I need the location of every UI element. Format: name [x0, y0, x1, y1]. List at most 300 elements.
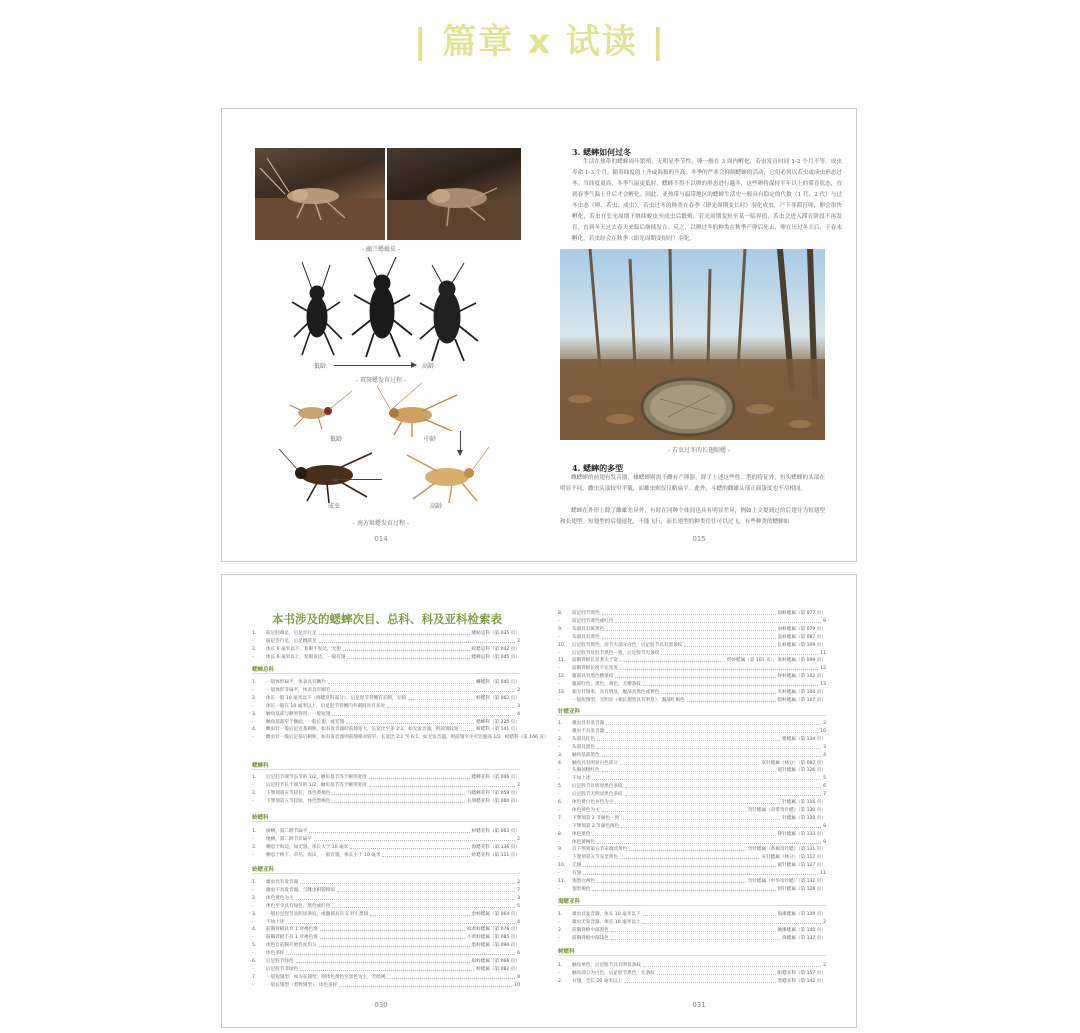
key-step-number: 11. [558, 658, 566, 664]
key-step-number: 3. [252, 711, 257, 717]
key-section-heading: 蛉蟋亚科 [252, 867, 275, 873]
key-table-row [558, 791, 826, 798]
key-step-number: 4. [252, 927, 257, 933]
key-step-result: 类蟋亚科（第 142 页） [777, 978, 826, 984]
key-step-number: - [558, 744, 560, 750]
key-step-number: - [558, 839, 560, 845]
key-leader-dots [387, 974, 515, 979]
key-leader-dots [625, 783, 822, 788]
key-leader-dots [370, 911, 469, 916]
key-leader-dots [343, 646, 470, 651]
key-step-number: 7. [252, 974, 257, 980]
key-table-row [558, 886, 826, 893]
key-leader-dots [602, 767, 776, 772]
key-leader-dots [606, 728, 818, 733]
key-table-row [252, 711, 520, 718]
key-table-row [252, 974, 520, 981]
key-leader-dots [332, 798, 465, 803]
key-table-row [558, 815, 826, 822]
key-leader-dots [320, 926, 465, 931]
key-step-result: 蝼蛄总科（第 035 页） [471, 631, 520, 636]
key-step-result: 针蟋属（第 116 页） [782, 800, 826, 805]
key-step-text: 头部具有黄色 [572, 634, 600, 640]
key-table-row [252, 950, 520, 957]
page-014 [222, 109, 540, 561]
forest-scene-illustration-icon [560, 249, 825, 440]
key-step-result: 6 [517, 951, 520, 957]
key-step-number: 2. [252, 895, 257, 901]
label-high-instar-1: 高龄 [422, 363, 435, 370]
key-leader-dots [408, 695, 474, 700]
key-step-result: 2 [517, 880, 520, 885]
key-step-text: 前胸背板长度不达宽度 [572, 666, 618, 672]
key-step-text: 下颚须第 2 节颜色两色 [572, 823, 620, 829]
key-step-text: 仅下颚须第五节末端淡黄色 [572, 847, 628, 853]
key-table-row [558, 752, 826, 759]
key-step-result: 8 [823, 823, 826, 829]
key-table-title: 本书涉及的蟋蟀次目、总科、科及亚科检索表 [272, 612, 502, 626]
key-step-number: - [558, 807, 560, 813]
key-leader-dots [369, 782, 515, 787]
key-step-number: 2. [558, 927, 563, 933]
key-table-row [558, 673, 826, 680]
key-step-text: 后足胫节端节长节的 1/2，触角基节等于额突宽度 [266, 775, 367, 780]
key-step-number: 7. [558, 815, 563, 821]
key-step-number: - [252, 687, 254, 693]
key-step-result: 11 [820, 650, 826, 656]
key-step-text: 一般后足胫节具明显条纹，或腹部具有 1 对小黑斑 [266, 911, 369, 917]
key-table-row [558, 697, 826, 704]
key-step-result: 海滩蟋属（第 139 页） [777, 912, 826, 917]
key-leader-dots [461, 726, 475, 731]
key-leader-dots [615, 618, 821, 623]
key-table-row [558, 618, 826, 625]
key-leader-dots [319, 638, 516, 643]
key-table-row [252, 903, 520, 910]
key-step-result: 锯针蟋属（第 126 页） [777, 768, 826, 774]
key-step-text: 前胸背板长显著大于宽 [572, 658, 618, 664]
key-step-text: 前足胫节黄色或红色 [572, 618, 614, 624]
key-section-divider [558, 715, 826, 716]
key-step-result: 2 [823, 721, 826, 726]
key-table-row [558, 935, 826, 942]
key-table-row [252, 790, 520, 797]
label-low-instar-2: 低龄 [330, 436, 343, 443]
key-table-row [558, 807, 826, 814]
key-table-row [252, 638, 520, 645]
key-step-text: 后足股节及胫节黑色一致，后足股节无条纹 [572, 650, 660, 656]
key-table-row [558, 870, 826, 877]
key-step-text: 后足股节黑色，前节大部分白色，后足股节具有黑条纹 [572, 642, 683, 648]
key-leader-dots [320, 934, 465, 939]
key-section-heading: 蟋蟀总科 [252, 667, 275, 673]
key-step-number: - [252, 703, 254, 709]
key-leader-dots [319, 630, 470, 635]
key-leader-dots [602, 610, 776, 615]
page-015 [540, 109, 857, 561]
caption-molting: - 幽兰蟋蜕皮 - [361, 246, 401, 253]
key-step-number: 1. [558, 721, 563, 726]
key-step-number: - [558, 886, 560, 892]
key-table-row [252, 774, 520, 781]
key-leader-dots [611, 935, 780, 940]
key-table-row [558, 720, 826, 727]
key-step-text: 下颚须第五节完全黄色 [572, 855, 618, 861]
key-table-row [252, 798, 520, 805]
key-step-number: 2. [558, 736, 563, 742]
key-table-row [558, 831, 826, 838]
key-step-text: 头部具黑色 [572, 744, 595, 750]
key-step-text: 体色多样 [266, 951, 285, 957]
page-031 [540, 575, 857, 1027]
key-step-result: 3 [517, 703, 520, 709]
section-heading-polymorphism: 4. 蟋蟀的多型 [572, 463, 624, 473]
key-step-number: 10. [558, 863, 566, 869]
key-leader-dots [602, 752, 821, 757]
black-cricket-development-figure [282, 257, 482, 367]
key-step-text: 触角基部与额突背凹，一般短翅 [266, 711, 331, 717]
key-step-number: - [252, 782, 254, 788]
key-step-number: - [558, 650, 560, 656]
key-step-result: 长须蟋亚科（第 060 页） [466, 798, 520, 804]
key-step-text: 前足步行足，后足跳跃足 [266, 638, 317, 644]
key-step-number: 9. [558, 626, 563, 632]
key-leader-dots [332, 711, 515, 716]
key-step-result: 盖蛉蟋属（第 087 页） [777, 634, 826, 640]
key-step-result: 蛉蟋亚科（第 111 页） [471, 852, 520, 858]
key-step-text: 体长 6 毫米以下，复眼不发达，无翅 [266, 646, 341, 652]
key-step-result: 2 [517, 782, 520, 788]
key-step-number: 4. [252, 727, 257, 733]
key-step-number: 3. [252, 911, 257, 917]
key-leader-dots [346, 719, 474, 724]
book-spread-preview-2 [221, 574, 857, 1028]
key-table-row [558, 823, 826, 830]
cricket-low-instar-icon [292, 262, 342, 355]
label-low-instar-1: 低龄 [314, 363, 327, 370]
key-step-text: 后足股节绿色 [266, 959, 294, 964]
forest-photo [560, 249, 825, 440]
key-step-number: - [252, 919, 254, 925]
key-step-text: 体色黄色为主 [572, 807, 600, 813]
key-step-number: - [252, 719, 254, 725]
key-step-number: - [558, 935, 560, 941]
key-step-number: - [558, 618, 560, 624]
key-leader-dots [643, 962, 821, 967]
key-step-result: 蚁蟋科（第 166 页） [504, 735, 549, 741]
key-step-number: - [252, 735, 254, 741]
key-table-row [252, 687, 520, 694]
key-table-row [252, 934, 520, 941]
key-step-result: 8 [517, 974, 520, 980]
key-step-result: 奇针蟋属（中华奇针蟋）（第 132 页） [747, 879, 826, 884]
caption-forest-photo: - 若虫过冬的长翅眼蟋 - [667, 447, 731, 454]
key-step-result: 拟黄蛉蟋属（第 076 页） [466, 927, 520, 933]
key-table-row [558, 878, 826, 885]
label-high-instar-2: 高龄 [430, 503, 443, 510]
key-step-number: 5. [558, 784, 563, 790]
key-step-result: 9 [823, 618, 826, 624]
key-table-row [558, 657, 826, 664]
key-table-row [558, 919, 826, 926]
key-step-result: 拟蛉蟋属（第 077 页） [777, 611, 826, 616]
key-table-row [558, 854, 826, 861]
key-step-text: 一般短翅型，无明显（相长翅型具有明显），腹部红褐色 [572, 697, 685, 703]
key-step-text: 无翅 [572, 863, 582, 869]
key-step-number: 4. [558, 760, 563, 766]
key-table-row [252, 942, 520, 949]
key-section-divider [252, 873, 520, 874]
key-leader-dots [621, 823, 821, 828]
key-leader-dots [319, 942, 470, 947]
key-step-text: 一般长翅型（着物翅型），体色多样 [266, 982, 338, 988]
key-step-text: 不如上述 [266, 919, 285, 925]
key-section-divider [252, 769, 520, 770]
key-step-result: 12 [820, 666, 826, 672]
key-step-result: 雨蛉蟋属（第 079 页） [777, 626, 826, 632]
key-leader-dots [387, 703, 515, 708]
key-leader-dots [592, 886, 775, 891]
key-step-text: 体色黄白色并色为主 [572, 800, 614, 805]
key-step-number: 1. [252, 829, 257, 834]
key-step-text: 体色自前胸开始色度均匀 [266, 943, 317, 949]
key-step-text: 栖息于林下、草丛、农田，一般有翅，体长小于 10 毫米 [266, 852, 381, 858]
cricket-molt-illustration-icon [387, 148, 521, 240]
key-table-row [252, 630, 520, 637]
caption-development-1: - 双斑蟋发育过程 - [355, 377, 407, 384]
key-leader-dots [332, 687, 515, 692]
cricket-adult-brown-icon [279, 449, 372, 503]
key-step-number: - [558, 728, 560, 734]
key-leader-dots [621, 815, 780, 820]
key-leader-dots [602, 807, 746, 812]
key-step-text: 地栖，第二附节非扁平 [266, 836, 312, 842]
key-leader-dots [300, 966, 474, 971]
key-step-result: 小黄蛉蟋属（第 085 页） [466, 935, 520, 941]
key-leader-dots [620, 665, 818, 670]
key-step-number: - [558, 666, 560, 672]
key-step-text: 有翅，全长 20 毫米以上 [572, 978, 623, 984]
key-table-row [252, 782, 520, 789]
key-step-result: 奇针蟋属（双带奇针蟋）（第 130 页） [747, 807, 826, 813]
key-leader-dots [602, 634, 776, 639]
key-leader-dots [347, 654, 469, 659]
key-leader-dots [332, 903, 515, 908]
key-section-divider [558, 955, 826, 956]
key-table-row [252, 679, 520, 686]
key-table-row [558, 962, 826, 969]
page-header-title: | 篇章 x 试读 | [413, 22, 667, 62]
paragraph-polymorphism-1: 雌蟋蟀的前翅有发音器，雄蟋蟀则需不雌有产卵器，除了上述这些性二型的特征外，恒头蟋蟀的头部在明显不同，雌虫头部较窄平截，而雄虫则仅仅略扁平。此外，斗蟋的雌雄头部正面蛋度也不尽相同。 [560, 475, 825, 492]
key-step-text: 前胸背板不具 1 对褐色斑 [266, 935, 318, 941]
key-table-row [252, 982, 520, 989]
key-table-row [558, 839, 826, 846]
key-table-row [252, 926, 520, 933]
key-step-number: 1. [252, 680, 257, 685]
key-step-number: - [558, 871, 560, 877]
key-step-text: 下颚须第五节较长，体色黄褐色 [266, 790, 331, 796]
key-section-heading: 海蟋亚科 [558, 899, 581, 905]
key-table-row [558, 927, 826, 934]
key-leader-dots [382, 852, 469, 857]
key-section-heading: 针蟋亚科 [558, 709, 581, 715]
key-step-number: 3. [558, 752, 563, 758]
key-table-row [558, 970, 826, 977]
key-section-heading: 蛉蟋科 [252, 815, 269, 821]
key-table-row [558, 911, 826, 918]
key-leader-dots [332, 790, 465, 795]
key-leader-dots [620, 657, 725, 662]
key-table-row [558, 736, 826, 743]
key-step-text: 雌虫针一般后足近基刺距，如有发音器时前翅宽大，长宽比至多 2:1，如无发音器，则前翅较短 [266, 727, 459, 733]
key-table-row [558, 862, 826, 869]
key-step-result: 10 [514, 982, 520, 988]
key-step-text: 下颚须第 2 节颜色一致 [572, 815, 620, 821]
key-step-number: - [252, 982, 254, 988]
key-table-row [252, 844, 520, 851]
key-step-result: 蚁蟋总科（第 042 页） [471, 646, 520, 652]
key-step-text: 体长 6 毫米以上，复眼发达，一般有翅 [266, 654, 346, 660]
key-step-result: 硬滩蟋属（第 140 页） [777, 927, 826, 933]
key-leader-dots [615, 799, 780, 804]
key-step-result: 蟋蟀总科（第 045 页） [471, 654, 520, 660]
key-leader-dots [661, 689, 775, 694]
key-step-number: - [558, 919, 560, 925]
key-leader-dots [597, 878, 746, 883]
key-leader-dots [309, 828, 469, 833]
key-step-number: 9. [558, 847, 563, 853]
key-step-text: 体长一般在 10 毫米以上，后足胫节背侧内外刺间具有多对 [266, 703, 386, 709]
key-leader-dots [629, 846, 746, 851]
key-leader-dots [597, 839, 821, 844]
key-step-result: 13 [820, 682, 826, 688]
key-step-text: 触角单色，后足股节具有明显条纹 [572, 963, 641, 968]
page-number-030: 030 [374, 1001, 388, 1009]
key-step-result: 针蟋属（第 120 页） [782, 815, 826, 821]
key-step-text: 体色至少具有绿色，黑色或红色 [266, 903, 331, 909]
key-step-result: 5 [823, 776, 826, 782]
key-step-text: 后足股节无明显黑色条纹 [572, 792, 623, 798]
key-step-result: 金蛉蟋属（第 064 页） [471, 911, 520, 917]
key-leader-dots [643, 681, 818, 686]
key-step-result: 10 [820, 728, 826, 734]
key-leader-dots [643, 911, 776, 916]
key-table-row [558, 783, 826, 790]
key-step-number: - [252, 887, 254, 893]
key-step-text: 栖息于海边，如无翅，体长大于 10 毫米 [266, 844, 349, 850]
key-step-result: 鳞蟋科（第 045 页） [476, 680, 520, 685]
cricket-high-instar-icon [420, 263, 478, 361]
tan-cricket-high-instar-icon [407, 447, 489, 503]
key-leader-dots [337, 887, 515, 892]
key-step-result: 树蟋科（第 141 页） [476, 727, 520, 733]
key-step-result: 雅蟋属（第 134 页） [782, 736, 826, 742]
key-leader-dots [643, 919, 822, 924]
key-leader-dots [350, 844, 469, 849]
key-table-row [252, 646, 520, 653]
key-step-text: 有翅 [572, 871, 582, 877]
key-leader-dots [620, 760, 760, 765]
paragraph-polymorphism-2: 蟋蟀在外形上除了雌雄差异外，有时在同种个体间也具有明显差异，例如上文提到过的后翅分为短翅型和长翅型。短翅型的后翅退化，不能飞行，而长翅型的种类往往可以过飞，有些种类的蟋蟀如 [560, 508, 825, 525]
key-step-text: 不如上述 [572, 776, 591, 782]
key-table-row [252, 895, 520, 902]
key-table-row [558, 767, 826, 774]
key-step-text: 体色黄色为主 [266, 895, 294, 901]
key-step-result: 纤蛉蟋属（第 101 页），准蛉蟋属（第 099 页） [726, 658, 826, 664]
key-step-result: 5 [517, 903, 520, 909]
key-step-text: 触角具有明显白色部分 [572, 760, 618, 766]
key-step-number: 6. [252, 959, 257, 964]
key-step-text: 后足股节具明显黑色条纹 [572, 784, 623, 790]
key-leader-dots [597, 744, 821, 749]
key-step-result: 4 [517, 919, 520, 925]
key-table-row [558, 744, 826, 751]
key-table-row [558, 681, 826, 688]
key-step-result: 帕蟋亚科（第 157 页） [777, 970, 826, 976]
key-section-divider [252, 821, 520, 822]
key-step-text: 翅黑褐色 [572, 886, 591, 892]
key-step-result: 4 [517, 711, 520, 717]
caption-development-2: - 南方姬蟋发育过程 - [352, 520, 410, 527]
key-step-number: - [252, 638, 254, 644]
key-table-row [252, 887, 520, 894]
key-step-result: 蟋蟀亚科（第 046 页） [471, 775, 520, 780]
key-step-number: 1. [252, 631, 257, 636]
key-step-number: - [252, 903, 254, 909]
key-step-result: 长蛉蟋属（第 109 页） [777, 642, 826, 648]
key-step-number: - [558, 970, 560, 976]
key-step-number: - [558, 855, 560, 861]
key-step-result: 脊针蟋属（第 133 页） [777, 831, 826, 837]
key-step-result: 脊蛉蟋属（第 102 页） [777, 674, 826, 680]
key-step-number: 13. [558, 690, 566, 695]
key-step-result: 2 [823, 963, 826, 968]
key-leader-dots [296, 895, 515, 900]
key-leader-dots [592, 831, 775, 836]
key-step-text: 头胸颈粗红色 [572, 768, 600, 774]
key-step-result: 奇针蟋属（黄褐奇针蟋）（第 131 页） [747, 847, 826, 853]
key-step-number: - [252, 836, 254, 842]
key-leader-dots [314, 836, 515, 841]
key-leader-dots [583, 862, 775, 867]
key-step-number: 6. [558, 800, 563, 805]
key-step-number: 2. [252, 844, 257, 850]
key-table-row [558, 689, 826, 696]
key-step-result: 墨蛉蟋属（第 090 页） [471, 943, 520, 949]
key-step-text: 触角基部窄于额面，一般长翅，或无翅 [266, 719, 345, 725]
page-number-015: 015 [692, 535, 706, 543]
key-leader-dots [684, 642, 775, 647]
key-table-row [558, 775, 826, 782]
key-section-divider [558, 905, 826, 906]
key-step-result: 3 [517, 895, 520, 901]
tan-cricket-early-figure [282, 381, 482, 441]
key-leader-dots [597, 736, 780, 741]
key-step-result: 马蟋蟀亚科（第 059 页） [466, 790, 520, 796]
key-step-text: 前胸背板中部黑色 [572, 927, 609, 933]
key-step-result: 海蟋属（第 137 页） [782, 935, 826, 941]
key-step-result: 11 [820, 871, 826, 877]
key-step-number: - [252, 852, 254, 858]
key-step-number: 1. [558, 912, 563, 917]
key-step-result: 7 [823, 792, 826, 798]
key-step-number: - [252, 935, 254, 941]
key-step-text: 腹部红色、黑色、黄色，无横条纹 [572, 682, 641, 688]
development-arrow-1 [334, 365, 416, 366]
key-table-row [252, 654, 520, 661]
key-table-row [558, 642, 826, 649]
key-leader-dots [286, 950, 515, 955]
